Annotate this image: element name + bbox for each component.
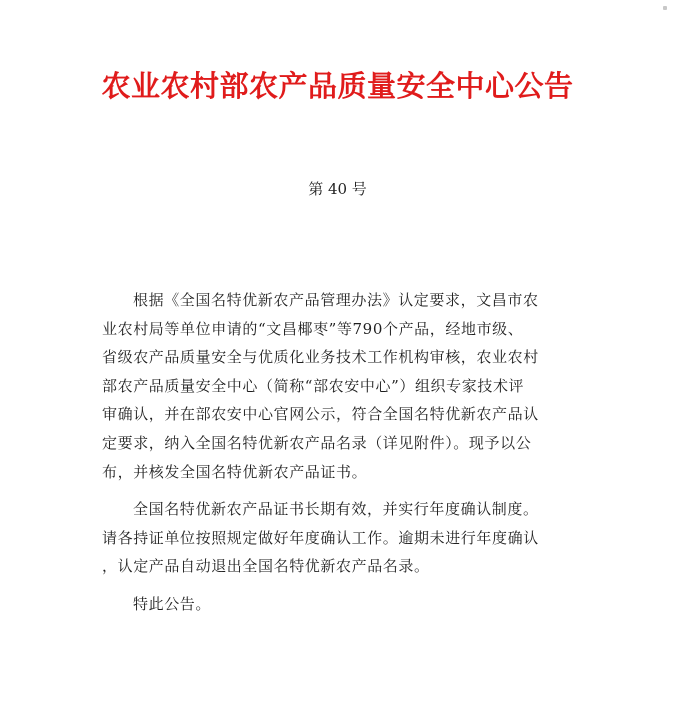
text-line: 布，并核发全国名特优新农产品证书。 [102,462,368,481]
text-line: 全国名特优新农产品证书长期有效，并实行年度确认制度。 [133,500,539,519]
text-line: 审确认，并在部农安中心官网公示，符合全国名特优新农产品认 [102,405,539,424]
announcement-title: 农业农村部农产品质量安全中心公告 [101,69,574,103]
document-number: 第 40 号 [308,180,367,198]
announcement-body [102,286,580,619]
text-line: ，认定产品自动退出全国名特优新农产品名录。 [102,557,430,576]
text-line: 省级农产品质量安全与优质化业务技术工作机构审核，农业农村 [102,348,539,367]
paragraph-3 [102,590,580,619]
closing-line: 特此公告。 [133,594,212,613]
text-line: 部农产品质量安全中心（简称“部农安中心”）组织专家技术评 [102,376,525,395]
text-line: 请各持证单位按照规定做好年度确认工作。逾期未进行年度确认 [102,528,539,547]
text-line: 业农村局等单位申请的“文昌椰枣”等790个产品，经地市级、 [102,319,524,338]
corner-marker [663,6,667,10]
text-line: 根据《全国名特优新农产品管理办法》认定要求，文昌市农 [133,291,539,309]
text-line: 定要求，纳入全国名特优新农产品名录（详见附件）。现予以公 [102,433,532,452]
paragraph-2 [102,495,580,581]
paragraph-1 [102,286,580,486]
